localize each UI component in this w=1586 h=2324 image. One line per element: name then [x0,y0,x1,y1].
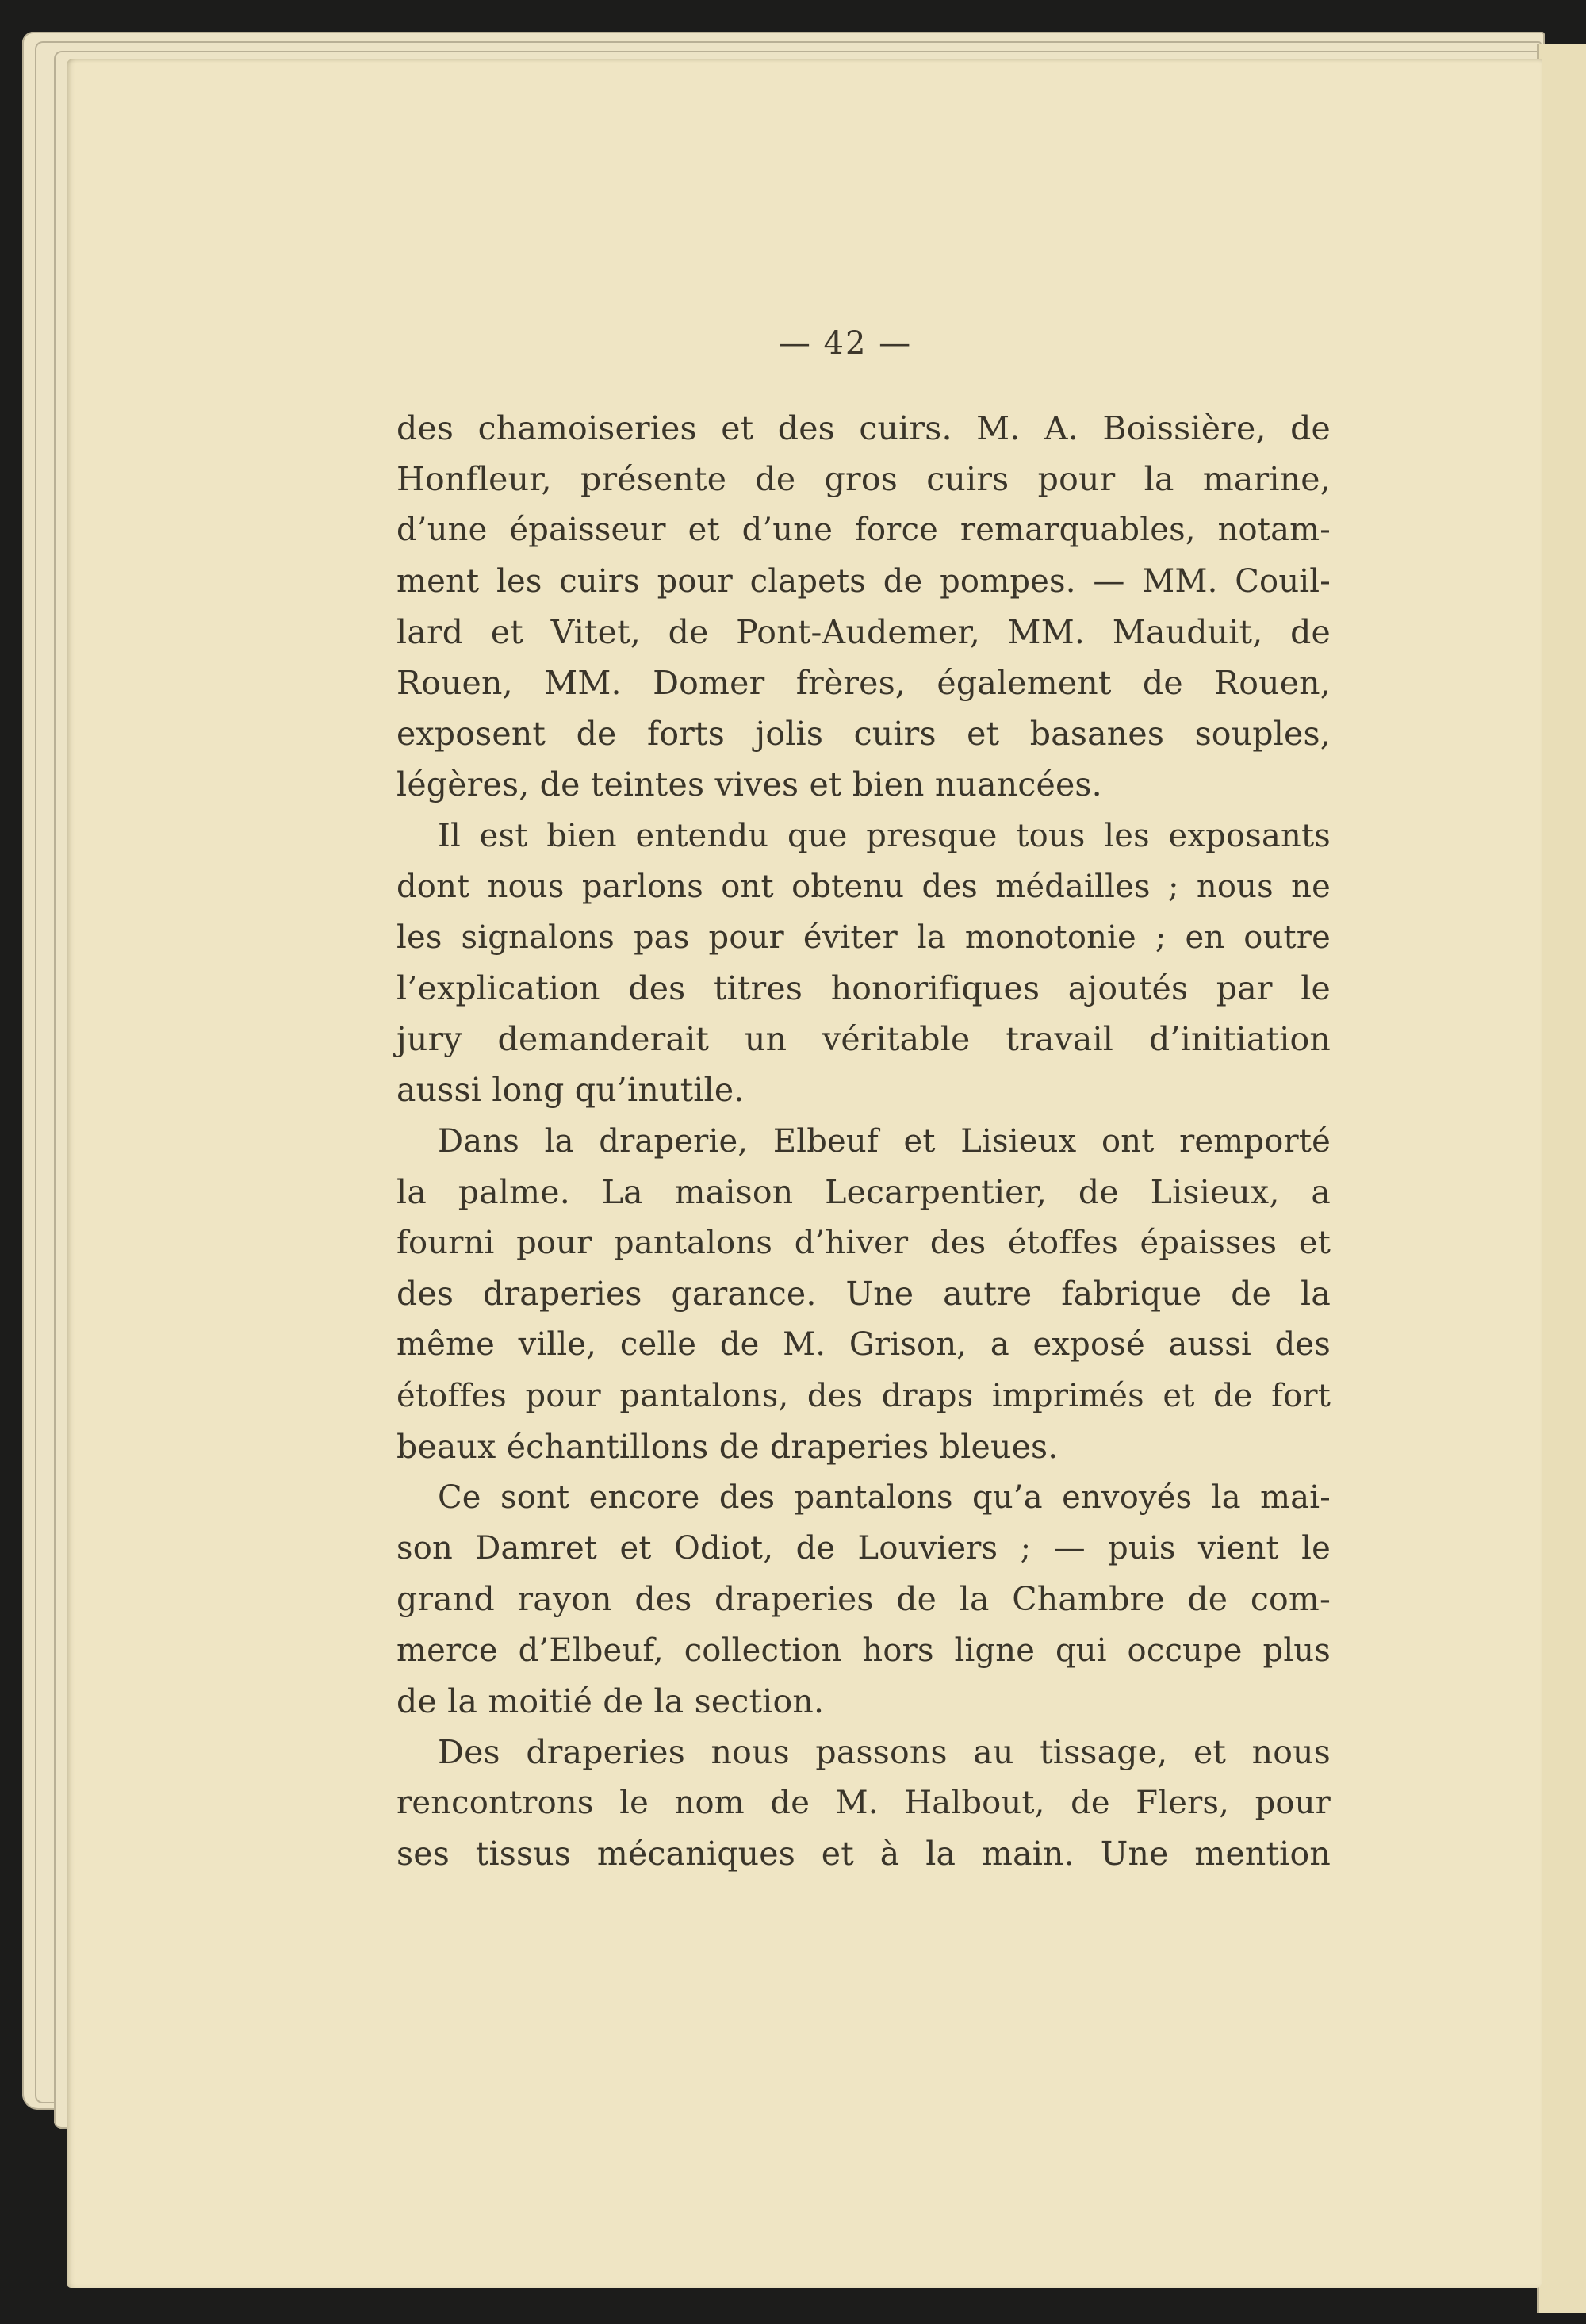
paragraph [396,1116,1331,1472]
text-line: Des draperies nous passons au tissage, et nous [438,1732,1331,1771]
page-number: — 42 — [778,325,913,362]
text-line: ment les cuirs pour clapets de pompes. — MM. Couil- [396,562,1331,600]
text-line: jury demanderait un véritable travail d’initiation [396,1020,1331,1059]
text-line: dont nous parlons ont obtenu des médailles ; nous ne [396,868,1331,905]
text-line: les signalons pas pour éviter la monotonie ; en outre [396,918,1331,956]
text-line: des chamoiseries et des cuirs. M. A. Boissière, de [396,409,1331,447]
paragraph [396,1727,1331,1880]
text-line: l’explication des titres honorifiques ajoutés par le [396,969,1331,1008]
text-line: beaux échantillons de draperies bleues. [396,1427,1059,1466]
text-line: Honfleur, présente de gros cuirs pour la marine, [396,460,1331,499]
text-line: d’une épaisseur et d’une force remarquables, notam- [396,512,1331,549]
text-line: exposent de forts jolis cuirs et basanes souples, [396,715,1331,754]
text-line: étoffes pour pantalons, des draps imprimés et de fort [396,1377,1331,1414]
text-line: rencontrons le nom de M. Halbout, de Flers, pour [396,1785,1331,1822]
facing-page-edge [1537,44,1586,2313]
text-line: ses tissus mécaniques et à la main. Une mention [396,1835,1331,1873]
text-line: légères, de teintes vives et bien nuancées. [396,765,1102,804]
text-line: fourni pour pantalons d’hiver des étoffes épaisses et [396,1225,1331,1261]
text-line: merce d’Elbeuf, collection hors ligne qui occupe plus [396,1632,1331,1669]
text-line: Il est bien entendu que presque tous les exposants [438,817,1331,854]
text-line: son Damret et Odiot, de Louviers ; — puis vient le [396,1530,1331,1567]
text-line: grand rayon des draperies de la Chambre de com- [396,1580,1331,1619]
paragraph [396,403,1331,811]
text-line: de la moitié de la section. [396,1682,825,1720]
text-line: lard et Vitet, de Pont-Audemer, MM. Mauduit, de [396,612,1331,651]
text-line: des draperies garance. Une autre fabrique de la [396,1275,1331,1313]
paragraph [396,811,1331,1116]
text-line: Rouen, MM. Domer frères, également de Rouen, [396,663,1331,702]
text-line: Ce sont encore des pantalons qu’a envoyés la mai- [438,1478,1331,1516]
text-line: la palme. La maison Lecarpentier, de Lisieux, a [396,1172,1331,1211]
text-line: même ville, celle de M. Grison, a exposé aussi des [396,1326,1331,1363]
body-text [396,403,1331,1879]
paragraph [396,1472,1331,1727]
text-line: aussi long qu’inutile. [396,1071,745,1110]
text-line: Dans la draperie, Elbeuf et Lisieux ont remporté [438,1122,1331,1160]
